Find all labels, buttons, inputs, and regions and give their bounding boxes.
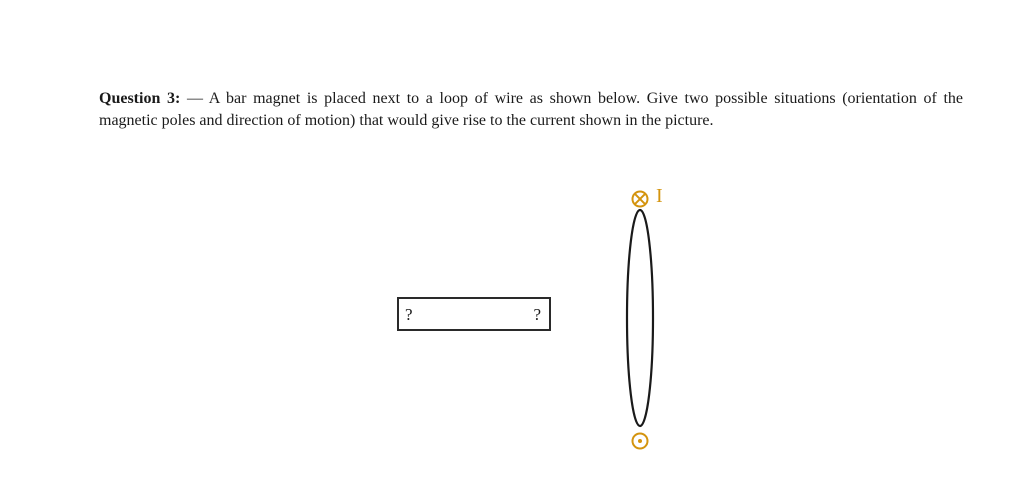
question-body: A bar magnet is placed next to a loop of wire as shown below. Give two possible situations (orientation of the magnetic poles and direction of motion) that would give rise to the current shown in the picture. xyxy=(99,90,964,129)
question-dash: — xyxy=(180,90,209,107)
out-of-page-icon xyxy=(633,434,648,449)
magnet-left-pole: ? xyxy=(405,305,413,324)
magnet-right-pole: ? xyxy=(533,305,541,324)
into-page-icon xyxy=(633,192,648,207)
wire-loop xyxy=(627,210,653,426)
current-label: I xyxy=(656,185,663,207)
question-label: Question 3: xyxy=(99,90,181,107)
